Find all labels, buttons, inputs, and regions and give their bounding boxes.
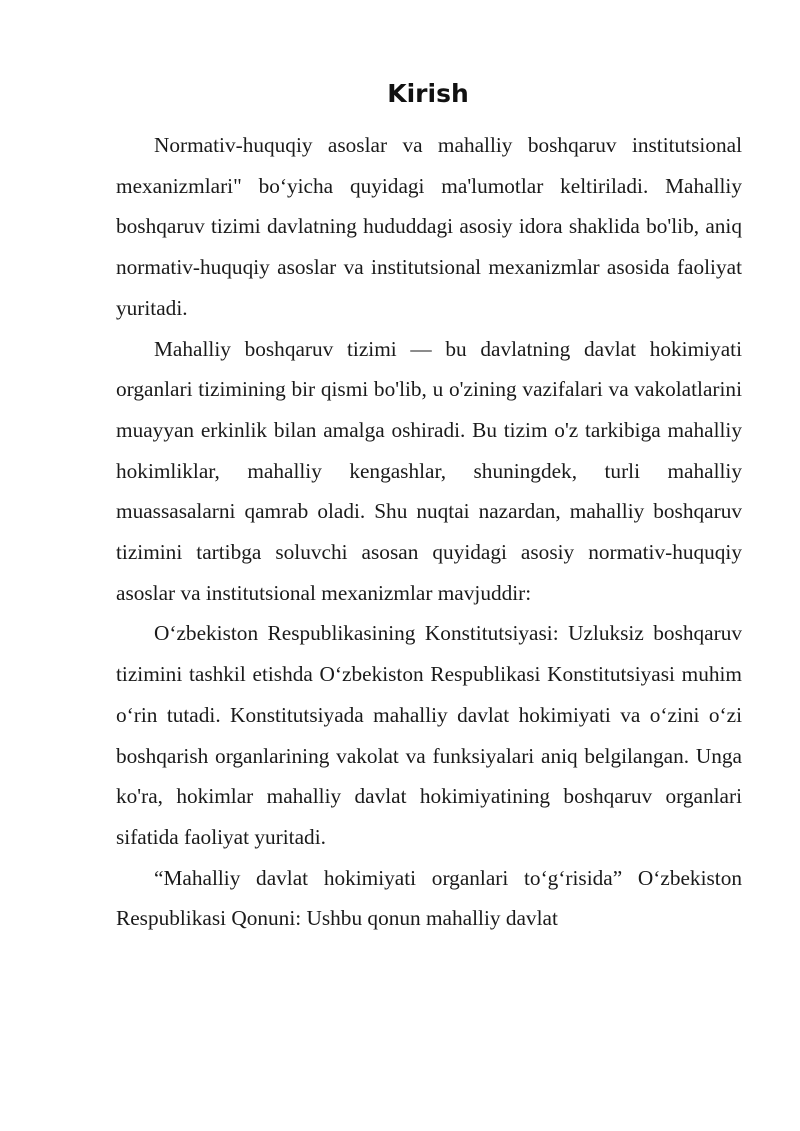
document-body (116, 125, 742, 939)
paragraph: Normativ-huquqiy asoslar va mahalliy boshqaruv institutsional mexanizmlari" bo‘yicha quyidagi ma'lumotlar keltiriladi. Mahalliy boshqaruv tizimi davlatning hududdagi asosiy idora shaklida bo'lib, aniq normativ-huquqiy asoslar va institutsional mexanizmlar asosida faoliyat yuritadi. (116, 133, 742, 320)
paragraph: O‘zbekiston Respublikasining Konstitutsiyasi: Uzluksiz boshqaruv tizimini tashkil etishda O‘zbekiston Respublikasi Konstitutsiyasi muhim o‘rin tutadi. Konstitutsiyada mahalliy davlat hokimiyati va o‘zini o‘zi boshqarish organlarining vakolat va funksiyalari aniq belgilangan. Unga ko'ra, hokimlar mahalliy davlat hokimiyatining boshqaruv organlari sifatida faoliyat yuritadi. (116, 621, 742, 849)
paragraph: Mahalliy boshqaruv tizimi — bu davlatning davlat hokimiyati organlari tizimining bir qismi bo'lib, u o'zining vazifalari va vakolatlarini muayyan erkinlik bilan amalga oshiradi. Bu tizim o'z tarkibiga mahalliy hokimliklar, mahalliy kengashlar, shuningdek, turli mahalliy muassasalarni qamrab oladi. Shu nuqtai nazardan, mahalliy boshqaruv tizimini tartibga soluvchi asosan quyidagi asosiy normativ-huquqiy asoslar va institutsional mexanizmlar mavjuddir: (116, 336, 742, 605)
paragraph: “Mahalliy davlat hokimiyati organlari to‘g‘risida” O‘zbekiston Respublikasi Qonuni: Ushbu qonun mahalliy davlat (116, 865, 742, 931)
page-title: Kirish (387, 79, 469, 108)
